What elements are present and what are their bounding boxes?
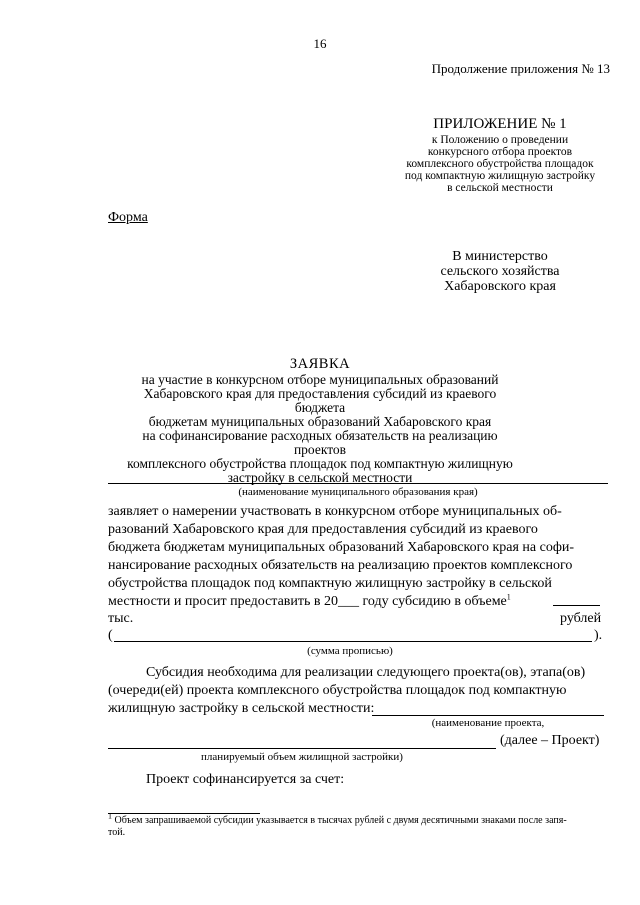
thous-label: тыс. bbox=[108, 611, 134, 626]
amount-words-caption: (сумма прописью) bbox=[307, 645, 393, 657]
appendix-subtitle: к Положению о проведении конкурсного отбора проектов комплексного обустройства площадок под компактную жилищную застройку в сельской местности bbox=[404, 134, 596, 194]
page-number: 16 bbox=[313, 36, 327, 51]
planned-volume-field[interactable] bbox=[108, 748, 496, 749]
subsidy-amount-field[interactable] bbox=[553, 605, 600, 606]
hereinafter-label: (далее – Проект) bbox=[500, 733, 600, 748]
footnote bbox=[108, 811, 608, 839]
project-name-caption: (наименование проекта, bbox=[431, 717, 545, 729]
municipality-caption: (наименование муниципального образования края) bbox=[238, 486, 478, 498]
subsidy-paragraph-cont: (очереди(ей) проекта комплексного обустройства площадок под компактную жилищную застройку в сельской местности: bbox=[108, 683, 567, 716]
subsidy-paragraph: Субсидия необходима для реализации следующего проекта(ов), этапа(ов) bbox=[146, 665, 586, 680]
planned-volume-caption: планируемый объем жилищной застройки) bbox=[201, 751, 403, 763]
footnote-text-cont: той. bbox=[108, 827, 126, 838]
amount-in-words-field[interactable] bbox=[114, 641, 592, 642]
appendix-title: ПРИЛОЖЕНИЕ № 1 bbox=[433, 116, 567, 132]
cofinance-text: Проект софинансируется за счет: bbox=[146, 772, 345, 787]
continuation-note: Продолжение приложения № 13 bbox=[431, 61, 610, 76]
application-title: ЗАЯВКА bbox=[289, 356, 351, 372]
municipality-name-field[interactable] bbox=[108, 483, 608, 484]
footnote-ref: 1 bbox=[506, 592, 511, 602]
rubles-label: рублей bbox=[560, 611, 602, 626]
open-paren: ( bbox=[108, 628, 113, 643]
footnote-mark: 1 bbox=[108, 811, 112, 821]
footnote-text: Объем запрашиваемой субсидии указывается в тысячах рублей с двумя десятичными знаками после запя- bbox=[114, 815, 567, 826]
statement-paragraph: заявляет о намерении участвовать в конкурсном отборе муниципальных об- разований Хабаровского края для предоставления субсидий из краевого бюджета бюджетам муниципальных образований Хабаровского края на софи- нансирование расходных обязательств на реализацию проектов комплексного обустройства площадок под компактную жилищную застройку в сельской местности и просит предоставить в 20___ году субсидию в объеме$^1$ bbox=[108, 504, 575, 609]
form-label: Форма bbox=[108, 210, 148, 225]
application-subtitle: на участие в конкурсном отборе муниципальных образований Хабаровского края для предоставления субсидий из краевого бюджета бюджетам муниципальных образований Хабаровского края на софинансирование расходных обязательств на реализацию проектов комплексного обустройства площадок под компактную жилищную застройку в сельской местности bbox=[127, 372, 513, 485]
addressee: В министерство сельского хозяйства Хабаровского края bbox=[440, 249, 560, 294]
request-text: местности и просит предоставить в 20___ году субсидию в объеме bbox=[108, 594, 507, 609]
footnote-divider bbox=[108, 813, 260, 814]
project-name-field[interactable] bbox=[372, 715, 604, 716]
close-paren: ). bbox=[594, 628, 603, 643]
